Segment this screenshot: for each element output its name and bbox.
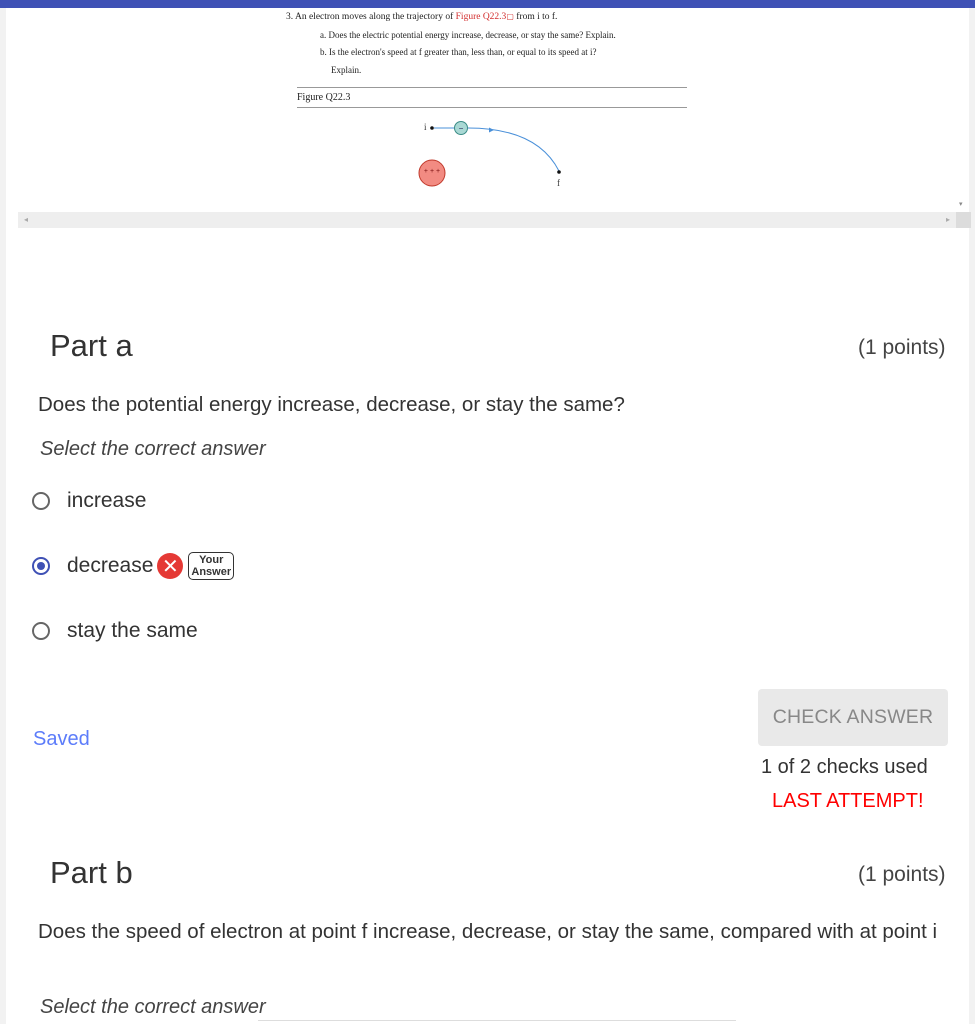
problem-part-b: b. Is the electron's speed at f greater than, less than, or equal to its speed at i? xyxy=(320,47,597,57)
last-attempt-warning: LAST ATTEMPT! xyxy=(772,790,924,812)
option-increase[interactable] xyxy=(32,487,146,515)
top-accent-bar xyxy=(0,0,975,8)
problem-part-b-explain: Explain. xyxy=(331,65,362,75)
part-b-question: Does the speed of electron at point f increase, decrease, or stay the same, compared with at point i xyxy=(38,920,938,943)
option-label: increase xyxy=(67,489,147,512)
part-a-question: Does the potential energy increase, decrease, or stay the same? xyxy=(38,393,625,416)
radio-increase[interactable] xyxy=(32,492,50,510)
your-answer-badge: Your Answer xyxy=(188,552,234,580)
trajectory-figure xyxy=(297,110,597,195)
electron-sign: − xyxy=(458,124,464,133)
option-label: stay the same xyxy=(67,619,198,642)
part-b-instruction: Select the correct answer xyxy=(40,996,266,1018)
part-b-points: (1 points) xyxy=(858,863,946,886)
external-link-icon: ▢ xyxy=(506,12,514,21)
point-i xyxy=(430,126,434,130)
incorrect-icon: ✕ xyxy=(157,553,183,579)
saved-status: Saved xyxy=(33,728,90,750)
trajectory-curve xyxy=(468,128,559,171)
checks-used-count: 1 of 2 checks used xyxy=(761,756,928,778)
scroll-left-icon[interactable]: ◂ xyxy=(24,215,29,224)
part-a-title: Part a xyxy=(50,328,133,363)
point-f-label: f xyxy=(557,178,560,188)
figure-link[interactable]: Figure Q22.3 xyxy=(455,12,507,22)
charge-signs: + + + xyxy=(423,168,441,175)
left-rail xyxy=(0,8,6,1024)
figure-divider-bottom xyxy=(297,107,687,108)
part-a-instruction: Select the correct answer xyxy=(40,438,266,460)
scrollbar-thumb[interactable] xyxy=(956,212,971,228)
option-stay-the-same[interactable] xyxy=(32,617,198,645)
option-decrease[interactable] xyxy=(32,552,234,580)
direction-arrow xyxy=(489,128,494,133)
problem-part-a: a. Does the electric potential energy increase, decrease, or stay the same? Explain. xyxy=(320,30,616,40)
problem-stem: 3. An electron moves along the trajectory of Figure Q22.3▢ from i to f. xyxy=(286,12,558,22)
horizontal-scrollbar[interactable] xyxy=(18,212,956,228)
check-answer-button[interactable]: CHECK ANSWER xyxy=(758,689,948,746)
scroll-down-icon[interactable]: ▾ xyxy=(959,201,963,208)
vertical-scrollbar[interactable] xyxy=(969,8,975,1024)
option-label: decrease xyxy=(67,554,154,577)
radio-decrease[interactable] xyxy=(32,557,50,575)
point-f xyxy=(557,170,561,174)
scroll-right-icon[interactable]: ▸ xyxy=(945,215,950,224)
bottom-divider xyxy=(258,1020,736,1021)
figure-label: Figure Q22.3 xyxy=(297,92,351,103)
point-i-label: i xyxy=(424,122,427,132)
part-a-points: (1 points) xyxy=(858,336,946,359)
figure-divider-top xyxy=(297,87,687,88)
radio-stay-the-same[interactable] xyxy=(32,622,50,640)
part-b-title: Part b xyxy=(50,855,133,890)
